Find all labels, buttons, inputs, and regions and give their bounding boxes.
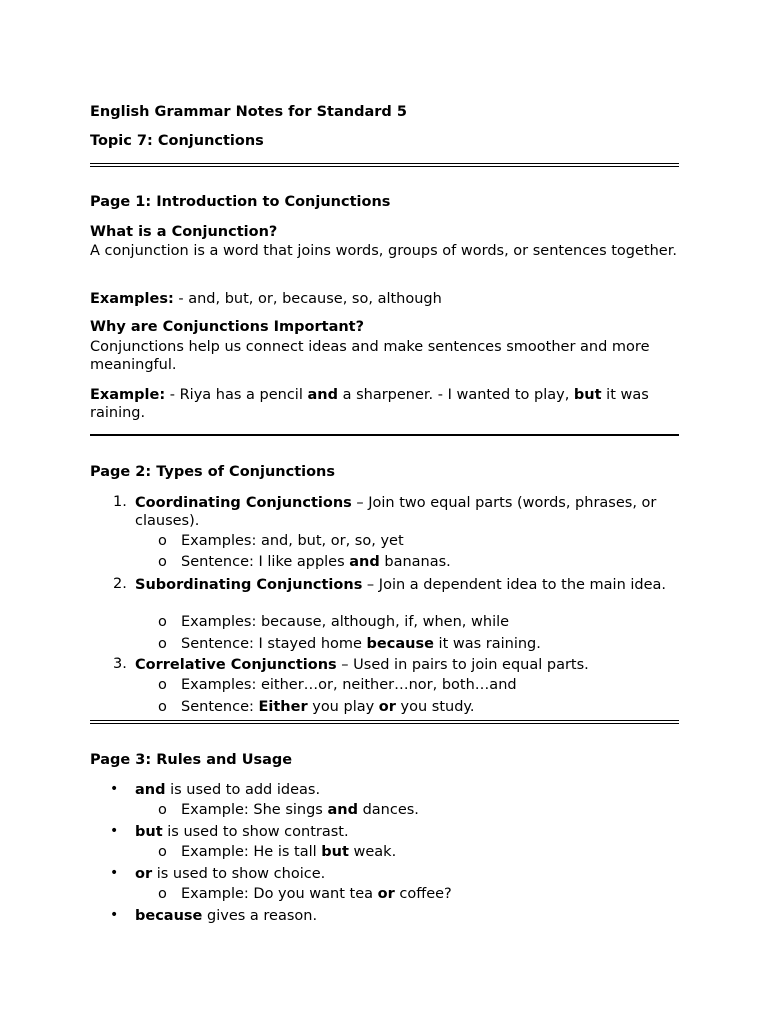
sub-bullet: o [158, 886, 167, 902]
rule-word: because [135, 908, 203, 924]
sentence-text: you play [307, 699, 379, 715]
rule-text: is used to show contrast. [162, 824, 349, 840]
rule-word: or [135, 866, 153, 882]
rule-item [135, 823, 680, 841]
sub-bullet: o [158, 533, 167, 549]
topic-title: Topic 7: Conjunctions [90, 133, 264, 149]
conjunction-type-desc: – Join a dependent idea to the main idea. [362, 577, 667, 593]
bullet-glyph: • [110, 907, 119, 923]
rule-text: is used to add ideas. [165, 782, 321, 798]
conjunction-type-title: Correlative Conjunctions [135, 657, 337, 673]
sub-bullet: o [158, 844, 167, 860]
what-text: A conjunction is a word that joins words, groups of words, or sentences together. [90, 243, 677, 259]
rule-text: gives a reason. [202, 908, 318, 924]
page1-heading: Page 1: Introduction to Conjunctions [90, 194, 391, 210]
rule-example-bold: and [327, 802, 358, 818]
rule-example [181, 886, 452, 902]
list-item [135, 494, 680, 530]
sentence-text: you study. [395, 699, 475, 715]
list-number: 2. [113, 576, 127, 592]
sentence-bold: and [349, 554, 380, 570]
sentence-text: bananas. [379, 554, 451, 570]
examples-item: Examples: and, but, or, so, yet [181, 533, 404, 549]
sub-bullet: o [158, 802, 167, 818]
what-heading: What is a Conjunction? [90, 224, 278, 240]
bullet-glyph: • [110, 865, 119, 881]
rule-example-bold: or [377, 886, 395, 902]
rule-item [135, 865, 680, 883]
why-heading: Why are Conjunctions Important? [90, 319, 365, 335]
list-item [135, 576, 680, 594]
sentence-text: Sentence: I stayed home [181, 636, 367, 652]
document-title: English Grammar Notes for Standard 5 [90, 104, 407, 120]
sentence-text: it was raining. [433, 636, 541, 652]
rule-example [181, 802, 419, 818]
examples-line [90, 290, 680, 308]
sentence-bold: or [378, 699, 396, 715]
rule-item [135, 907, 680, 925]
conjunction-type-title: Coordinating Conjunctions [135, 495, 352, 511]
sub-bullet: o [158, 677, 167, 693]
rule-text: is used to show choice. [152, 866, 326, 882]
sub-bullet: o [158, 636, 167, 652]
rule-example [181, 844, 396, 860]
examples-label: Examples: [90, 291, 174, 307]
example-text-2: a sharpener. - I wanted to play, [337, 387, 574, 403]
examples-text: - and, but, or, because, so, although [173, 291, 442, 307]
page2-divider [90, 720, 679, 724]
sentence-text: Sentence: [181, 699, 259, 715]
sentence-item [181, 636, 541, 652]
sub-bullet: o [158, 614, 167, 630]
why-text: Conjunctions help us connect ideas and make sentences smoother and more meaningful. [90, 339, 650, 373]
sub-bullet: o [158, 554, 167, 570]
sentence-bold: Either [258, 699, 308, 715]
rule-example-text: Example: Do you want tea [181, 886, 378, 902]
example-bold-2: but [573, 387, 602, 403]
sub-bullet: o [158, 699, 167, 715]
rule-example-text: Example: He is tall [181, 844, 322, 860]
rule-item [135, 781, 680, 799]
example-text-1: - Riya has a pencil [165, 387, 308, 403]
sentence-item [181, 554, 451, 570]
rule-example-text: coffee? [394, 886, 452, 902]
rule-word: but [135, 824, 163, 840]
rule-word: and [135, 782, 166, 798]
conjunction-type-desc: – Used in pairs to join equal parts. [336, 657, 589, 673]
examples-item: Examples: because, although, if, when, while [181, 614, 510, 630]
example-text-3: it was raining. [90, 387, 649, 421]
sentence-text: Sentence: I like apples [181, 554, 350, 570]
list-number: 1. [113, 494, 127, 510]
rule-example-text: weak. [348, 844, 397, 860]
page2-heading: Page 2: Types of Conjunctions [90, 464, 336, 480]
conjunction-type-title: Subordinating Conjunctions [135, 577, 363, 593]
rule-example-text: dances. [357, 802, 419, 818]
header-divider [90, 163, 679, 167]
example-label: Example: [90, 387, 166, 403]
page3-heading: Page 3: Rules and Usage [90, 752, 293, 768]
list-number: 3. [113, 656, 127, 672]
example-paragraph [90, 386, 680, 422]
example-bold-1: and [307, 387, 338, 403]
rule-example-bold: but [321, 844, 349, 860]
bullet-glyph: • [110, 781, 119, 797]
sentence-item [181, 699, 475, 715]
conjunction-type-desc: – Join two equal parts (words, phrases, or clauses). [135, 495, 657, 529]
examples-item: Examples: either…or, neither…nor, both…and [181, 677, 517, 693]
bullet-glyph: • [110, 823, 119, 839]
page1-divider [90, 434, 679, 436]
list-item [135, 656, 680, 674]
sentence-bold: because [366, 636, 434, 652]
rule-example-text: Example: She sings [181, 802, 328, 818]
